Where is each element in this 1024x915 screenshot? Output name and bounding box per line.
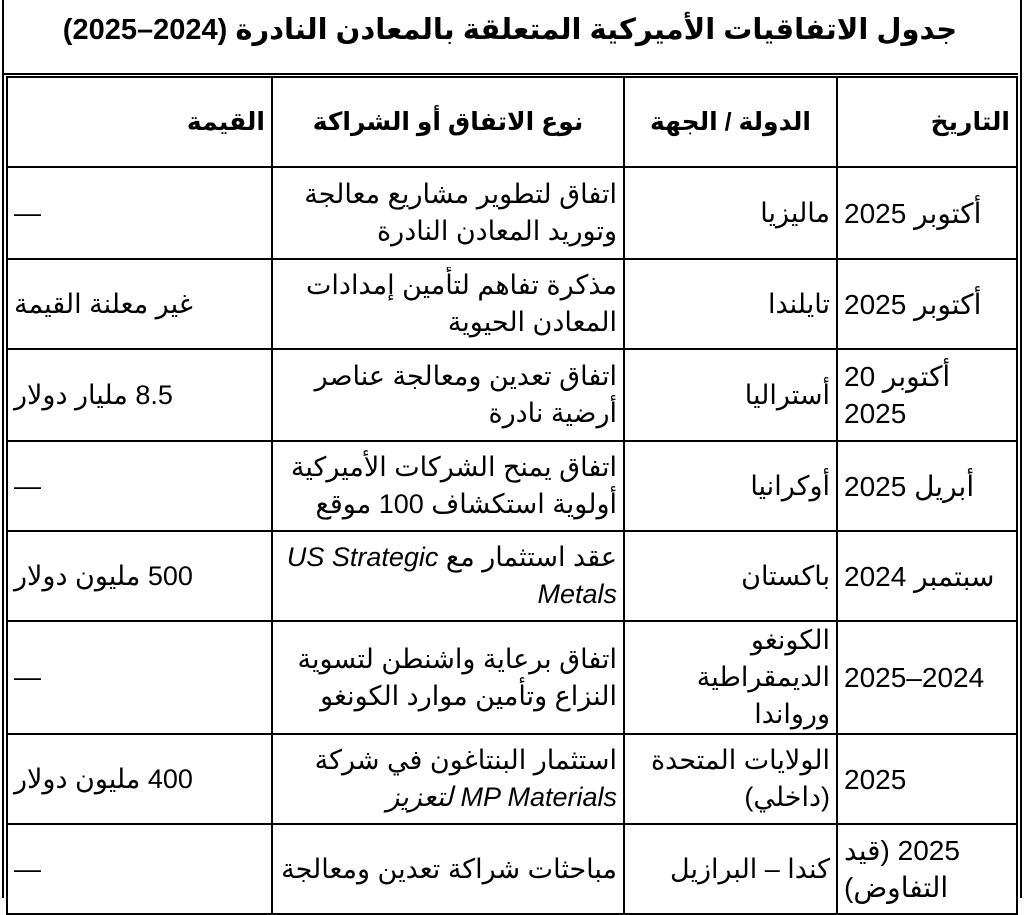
row-country: الولايات المتحدة (داخلي) [624, 734, 837, 824]
row-date: 2025 (قيد التفاوض) [837, 824, 1017, 914]
row-agreement-text [279, 539, 617, 613]
row-date: 2025 [837, 734, 1017, 824]
agreement-text-prefix: عقد استثمار مع [445, 542, 617, 572]
row-value: — [7, 167, 272, 259]
row-agreement-text: اتفاق يمنح الشركات الأميركية أولوية استكشاف 100 موقع [290, 452, 617, 519]
row-agreement-type [272, 734, 624, 824]
row-value: 500 مليون دولار [7, 531, 272, 621]
company-name: US Strategic Metals [286, 542, 617, 609]
table-row [7, 531, 1017, 621]
company-name: MP Materials [460, 782, 617, 812]
row-agreement-type [272, 531, 624, 621]
agreement-text-prefix: استثمار البنتاغون في شركة [314, 745, 617, 775]
table-row [7, 349, 1017, 441]
row-date: 2024–2025 [837, 621, 1017, 734]
row-date: أبريل 2025 [837, 441, 1017, 531]
table-row [7, 621, 1017, 734]
table-row [7, 167, 1017, 259]
row-agreement-text: مباحثات شراكة تعدين ومعالجة [281, 853, 617, 884]
row-date: أكتوبر 2025 [837, 167, 1017, 259]
row-value: غير معلنة القيمة [7, 259, 272, 349]
agreement-text-suffix: لتعزيز [386, 782, 453, 812]
row-agreement-type [272, 167, 624, 259]
header-value: القيمة [7, 77, 272, 167]
row-agreement-type [272, 824, 624, 914]
row-value: — [7, 824, 272, 914]
row-agreement-type [272, 441, 624, 531]
row-date: أكتوبر 20 2025 [837, 349, 1017, 441]
row-agreement-text [279, 742, 617, 816]
row-agreement-text: اتفاق تعدين ومعالجة عناصر أرضية نادرة [314, 361, 617, 428]
row-country: أستراليا [624, 349, 837, 441]
agreements-table [6, 76, 1018, 915]
row-agreement-text: اتفاق برعاية واشنطن لتسوية النزاع وتأمين موارد الكونغو [297, 643, 617, 711]
row-country: باكستان [624, 531, 837, 621]
row-value: — [7, 621, 272, 734]
table-header-row [7, 77, 1017, 167]
header-date: التاريخ [837, 77, 1017, 167]
row-value: 8.5 مليار دولار [7, 349, 272, 441]
row-country: تايلندا [624, 259, 837, 349]
row-country: كندا – البرازيل [624, 824, 837, 914]
page-title: جدول الاتفاقيات الأميركية المتعلقة بالمعادن النادرة (2024–2025) [62, 14, 958, 46]
row-agreement-text: اتفاق لتطوير مشاريع معالجة وتوريد المعادن النادرة [304, 179, 617, 246]
table-row [7, 441, 1017, 531]
row-country: أوكرانيا [624, 441, 837, 531]
row-agreement-type [272, 349, 624, 441]
row-country: الكونغو الديمقراطية ورواندا [624, 621, 837, 734]
row-value: 400 مليون دولار [7, 734, 272, 824]
row-value: — [7, 441, 272, 531]
table-row [7, 824, 1017, 914]
row-date: سبتمبر 2024 [837, 531, 1017, 621]
row-agreement-text: مذكرة تفاهم لتأمين إمدادات المعادن الحيوية [306, 270, 617, 337]
table-row [7, 259, 1017, 349]
header-country: الدولة / الجهة [624, 77, 837, 167]
row-date: أكتوبر 2025 [837, 259, 1017, 349]
row-country: ماليزيا [624, 167, 837, 259]
table-row [7, 734, 1017, 824]
title-divider [2, 73, 1018, 75]
header-agreement-type: نوع الاتفاق أو الشراكة [272, 77, 624, 167]
row-agreement-type [272, 259, 624, 349]
row-agreement-type [272, 621, 624, 734]
